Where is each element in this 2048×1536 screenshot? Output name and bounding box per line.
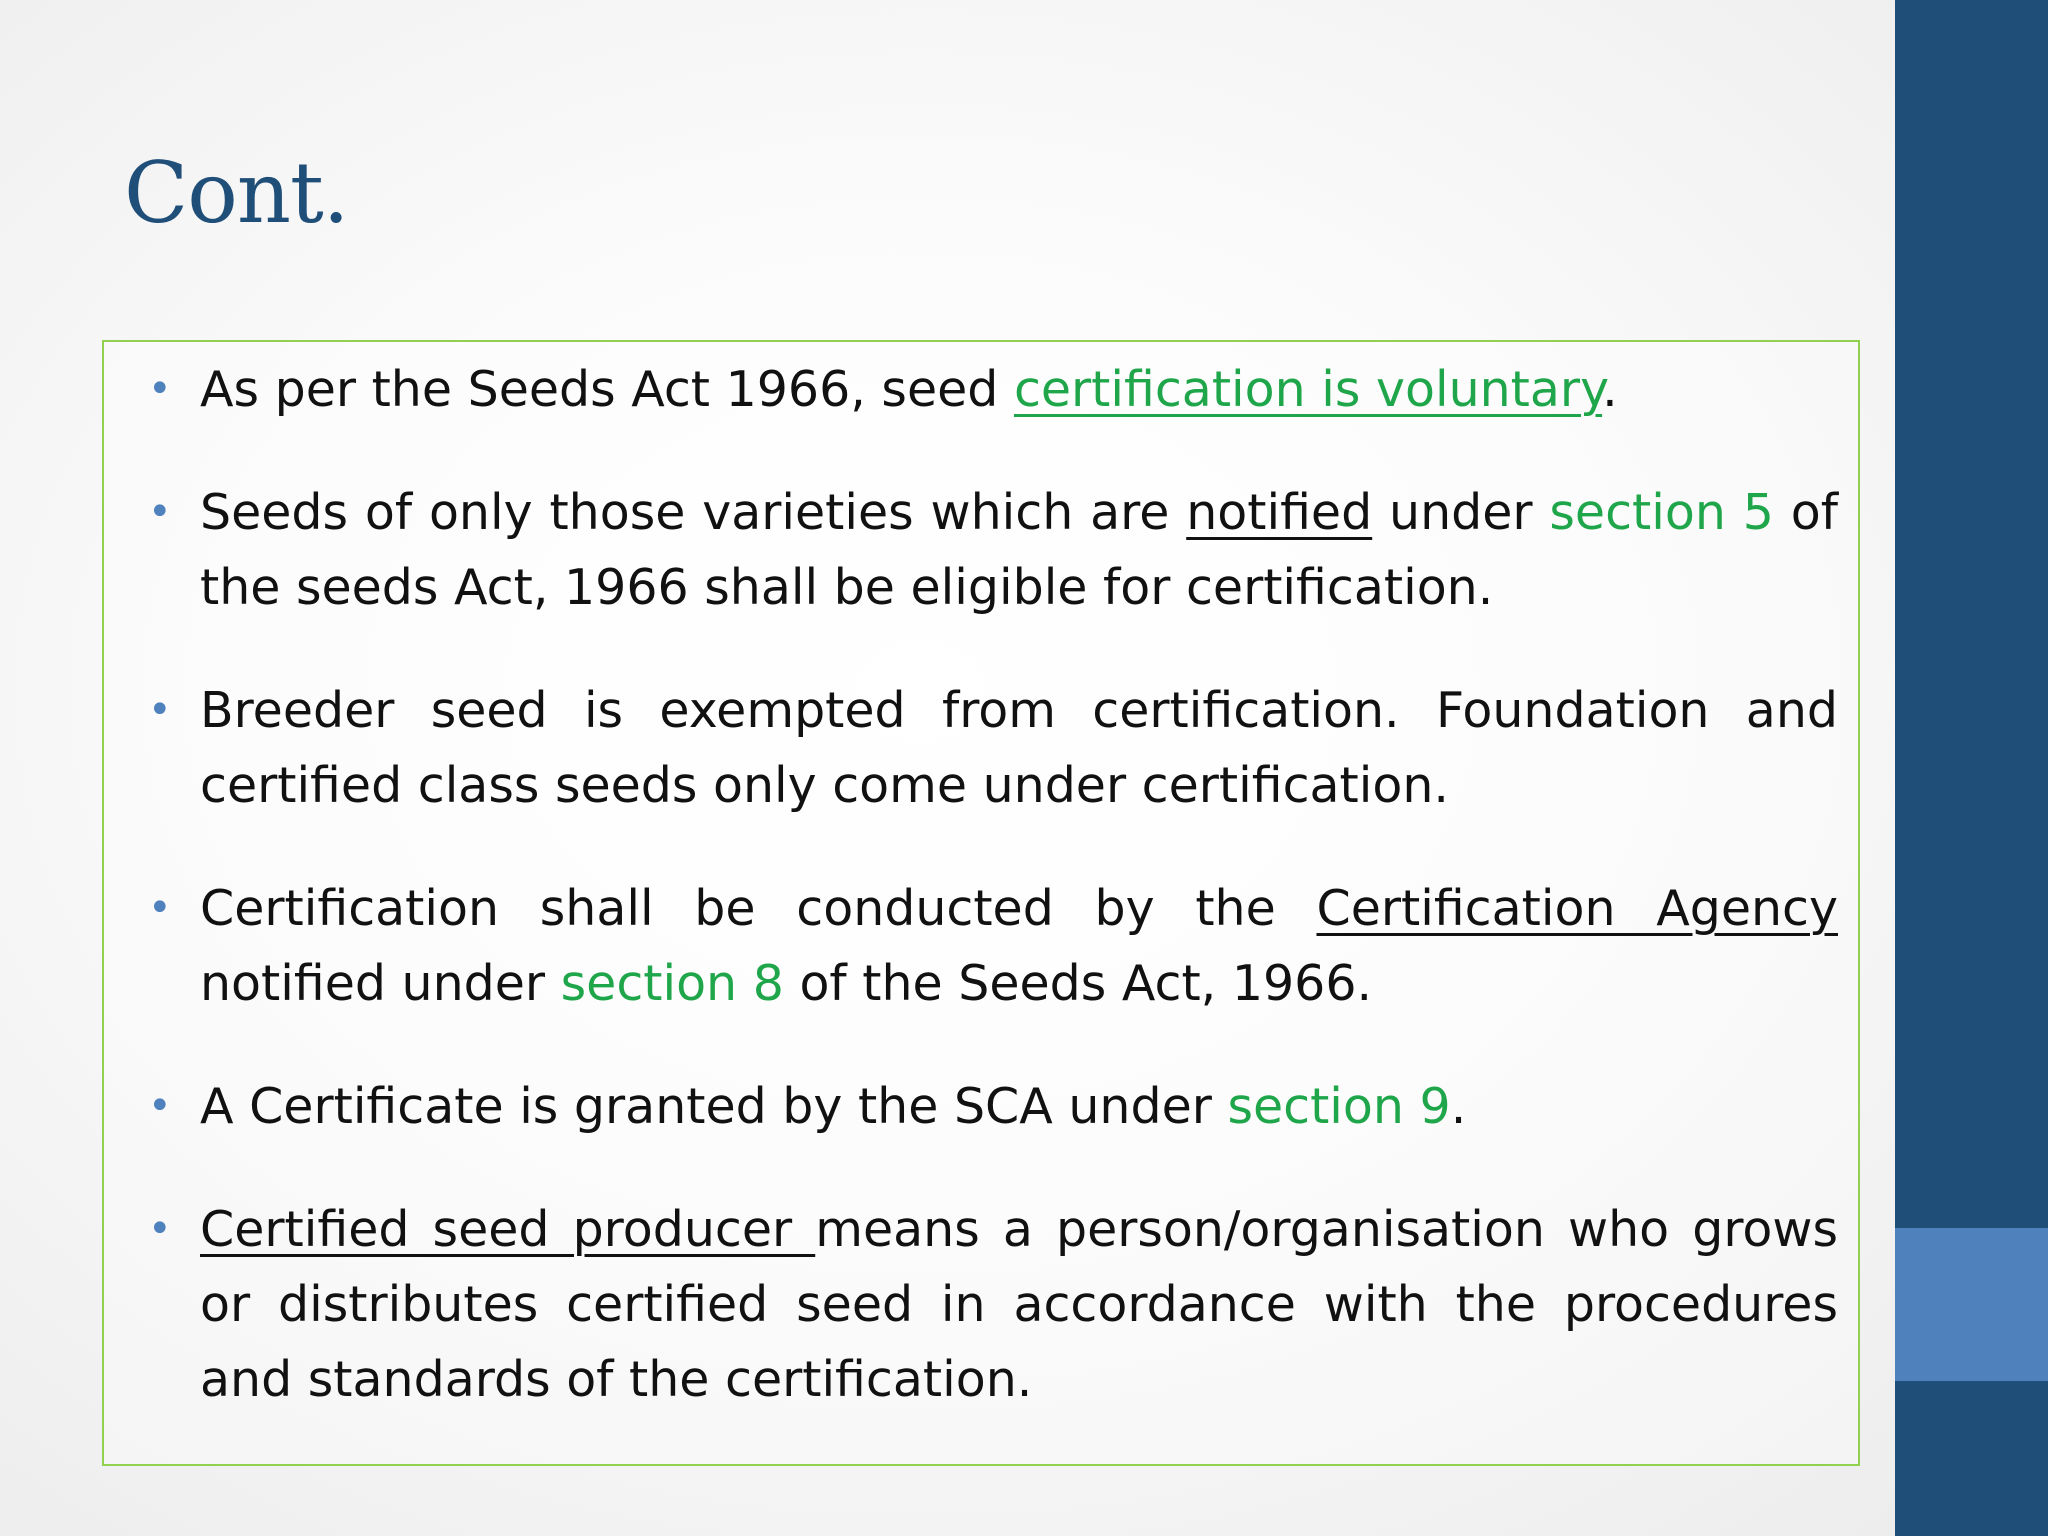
- underlined-text: Certified seed producer: [200, 1201, 816, 1258]
- bullet-text: As per the Seeds Act 1966, seed: [200, 361, 1014, 418]
- bullet-item-3: [148, 673, 1838, 823]
- bullet-dot-icon: •: [148, 1083, 172, 1129]
- underlined-text: notified: [1186, 484, 1373, 541]
- bullet-text: of the seeds Act, 1966 shall be eligible for certification.: [200, 484, 1839, 616]
- bullet-item-5: [148, 1069, 1838, 1144]
- bullet-dot-icon: •: [148, 687, 172, 733]
- highlighted-text: section 8: [560, 955, 784, 1012]
- bullet-text: means a person/organisation who grows or distributes certified seed in accordance with the procedures and standards of the certification.: [200, 1201, 1838, 1408]
- right-accent-highlight: [1895, 1228, 2048, 1381]
- bullet-item-6: [148, 1192, 1838, 1417]
- bullet-text: notified under: [200, 955, 561, 1012]
- bullet-dot-icon: •: [148, 489, 172, 535]
- bullet-item-2: [148, 475, 1839, 625]
- bullet-text: .: [1450, 1078, 1467, 1135]
- bullet-text: .: [1602, 361, 1618, 418]
- bullet-list: [148, 352, 1839, 1465]
- bullet-item-1: [148, 352, 1838, 427]
- bullet-text: of the Seeds Act, 1966.: [783, 955, 1373, 1012]
- slide-title: Cont.: [124, 144, 349, 242]
- bullet-text: Seeds of only those varieties which are: [200, 484, 1187, 541]
- highlighted-text: section 5: [1549, 484, 1774, 541]
- bullet-text: Breeder seed is exempted from certification. Foundation and certified class seeds only come under certification.: [200, 682, 1838, 814]
- bullet-text: under: [1372, 484, 1550, 541]
- bullet-item-4: [148, 871, 1838, 1021]
- bullet-dot-icon: •: [148, 1206, 172, 1252]
- bullet-dot-icon: •: [148, 885, 172, 931]
- highlighted-text: section 9: [1227, 1078, 1451, 1135]
- underlined-text: Certification Agency: [1316, 880, 1838, 937]
- bullet-text: Certification shall be conducted by the: [200, 880, 1317, 937]
- bullet-dot-icon: •: [148, 366, 172, 412]
- bullet-text: A Certificate is granted by the SCA under: [200, 1078, 1228, 1135]
- highlighted-text: certification is voluntary: [1013, 361, 1603, 418]
